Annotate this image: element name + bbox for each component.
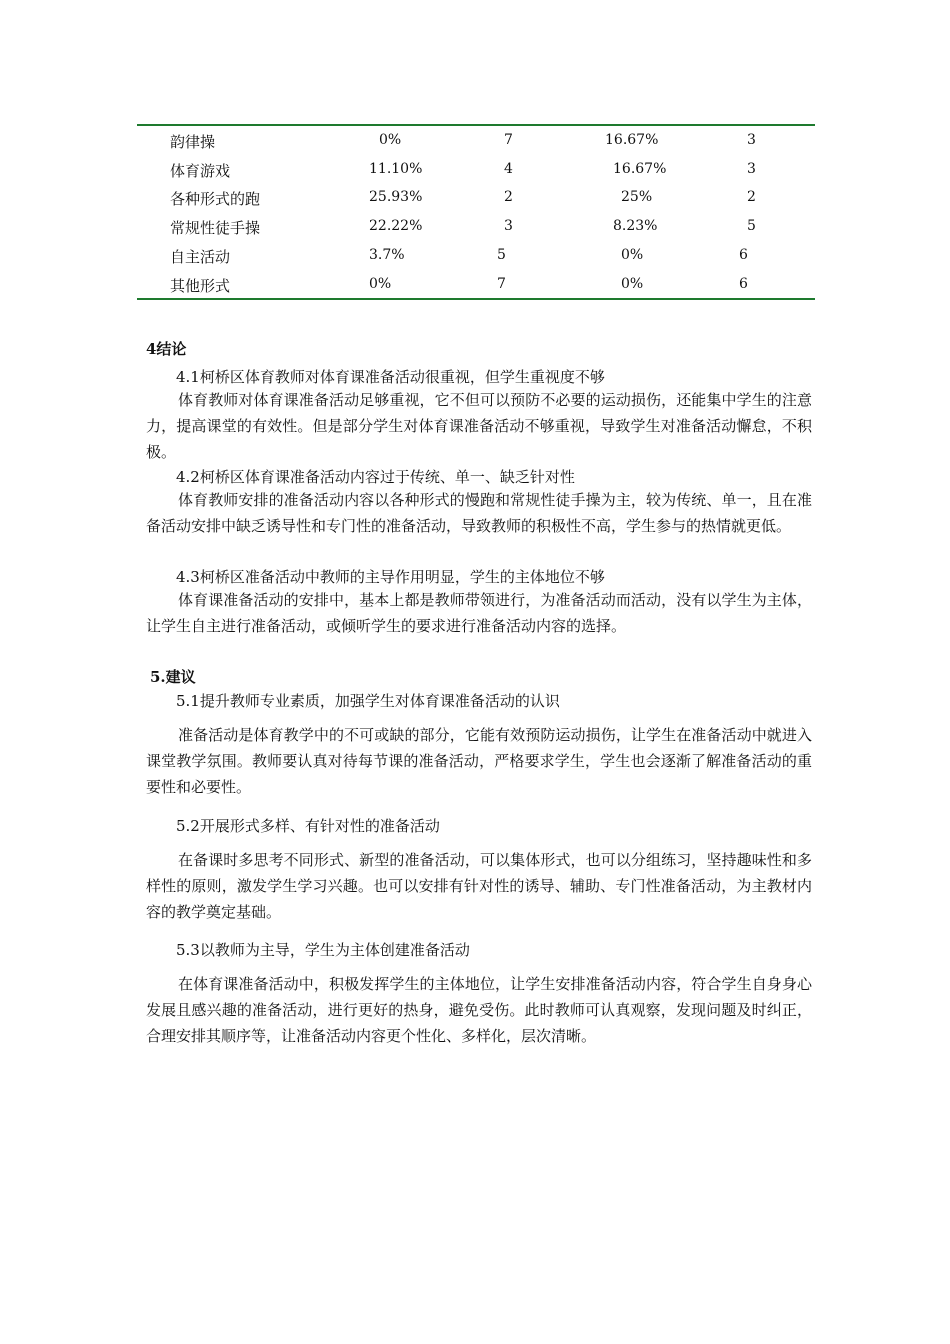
table-cell: 6 bbox=[739, 276, 748, 292]
table-cell: 各种形式的跑 bbox=[170, 190, 261, 208]
table-row bbox=[137, 183, 815, 211]
table-cell: 3 bbox=[747, 132, 756, 148]
table-cell: 4 bbox=[504, 161, 513, 177]
table-cell: 常规性徒手操 bbox=[170, 219, 261, 237]
table-cell: 其他形式 bbox=[170, 277, 231, 295]
table-row bbox=[137, 212, 815, 240]
paragraph: 在备课时多思考不同形式、新型的准备活动，可以集体形式，也可以分组练习，坚持趣味性和多样性的原则，激发学生学习兴趣。也可以安排有针对性的诱导、辅助、专门性准备活动，为主教材内容的教学奠定基础。 bbox=[146, 851, 812, 921]
table-cell: 16.67% bbox=[613, 161, 667, 177]
table-cell: 8.23% bbox=[613, 218, 658, 234]
table-cell: 22.22% bbox=[369, 218, 423, 234]
table-cell: 7 bbox=[497, 276, 506, 292]
table-bottom-rule bbox=[137, 298, 815, 300]
section-heading-suggestion: 5.建议 bbox=[150, 668, 196, 686]
table-cell: 2 bbox=[504, 189, 513, 205]
paragraph: 在体育课准备活动中，积极发挥学生的主体地位，让学生安排准备活动内容，符合学生自身身心发展且感兴趣的准备活动，进行更好的热身，避免受伤。此时教师可认真观察，发现问题及时纠正，合理安排其顺序等，让准备活动内容更个性化、多样化，层次清晰。 bbox=[146, 975, 812, 1045]
subsection-title: 5.2开展形式多样、有针对性的准备活动 bbox=[176, 817, 440, 835]
section-heading-conclusion: 4结论 bbox=[146, 340, 187, 358]
table-cell: 11.10% bbox=[369, 161, 423, 177]
table-cell: 7 bbox=[504, 132, 513, 148]
table-cell: 0% bbox=[621, 276, 644, 292]
data-table bbox=[137, 124, 815, 300]
table-cell: 16.67% bbox=[605, 132, 659, 148]
table-cell: 25.93% bbox=[369, 189, 423, 205]
table-cell: 自主活动 bbox=[170, 248, 231, 266]
paragraph: 体育教师安排的准备活动内容以各种形式的慢跑和常规性徒手操为主，较为传统、单一，且在准备活动安排中缺乏诱导性和专门性的准备活动，导致教师的积极性不高，学生参与的热情就更低。 bbox=[146, 491, 812, 535]
table-cell: 体育游戏 bbox=[170, 162, 231, 180]
table-cell: 0% bbox=[621, 247, 644, 263]
table-row bbox=[137, 155, 815, 183]
table-cell: 5 bbox=[497, 247, 506, 263]
table-row bbox=[137, 126, 815, 154]
subsection-title: 5.1提升教师专业素质，加强学生对体育课准备活动的认识 bbox=[176, 692, 560, 710]
table-cell: 0% bbox=[379, 132, 402, 148]
subsection-title: 4.2柯桥区体育课准备活动内容过于传统、单一、缺乏针对性 bbox=[176, 468, 575, 486]
subsection-title: 5.3以教师为主导，学生为主体创建准备活动 bbox=[176, 941, 470, 959]
paragraph: 体育课准备活动的安排中，基本上都是教师带领进行，为准备活动而活动，没有以学生为主体，让学生自主进行准备活动，或倾听学生的要求进行准备活动内容的选择。 bbox=[146, 591, 812, 635]
table-cell: 6 bbox=[739, 247, 748, 263]
table-cell: 2 bbox=[747, 189, 756, 205]
paragraph: 准备活动是体育教学中的不可或缺的部分，它能有效预防运动损伤，让学生在准备活动中就进入课堂教学氛围。教师要认真对待每节课的准备活动，严格要求学生，学生也会逐渐了解准备活动的重要性和必要性。 bbox=[146, 726, 812, 796]
subsection-title: 4.1柯桥区体育教师对体育课准备活动很重视，但学生重视度不够 bbox=[176, 368, 605, 386]
table-cell: 25% bbox=[621, 189, 653, 205]
table-cell: 3 bbox=[504, 218, 513, 234]
table-row bbox=[137, 270, 815, 298]
subsection-title: 4.3柯桥区准备活动中教师的主导作用明显，学生的主体地位不够 bbox=[176, 568, 605, 586]
table-row bbox=[137, 241, 815, 269]
table-cell: 0% bbox=[369, 276, 392, 292]
table-cell: 5 bbox=[747, 218, 756, 234]
table-cell: 3.7% bbox=[369, 247, 405, 263]
paragraph: 体育教师对体育课准备活动足够重视，它不但可以预防不必要的运动损伤，还能集中学生的注意力，提高课堂的有效性。但是部分学生对体育课准备活动不够重视，导致学生对准备活动懈怠，不积极。 bbox=[146, 391, 812, 461]
table-cell: 3 bbox=[747, 161, 756, 177]
table-cell: 韵律操 bbox=[170, 133, 216, 151]
